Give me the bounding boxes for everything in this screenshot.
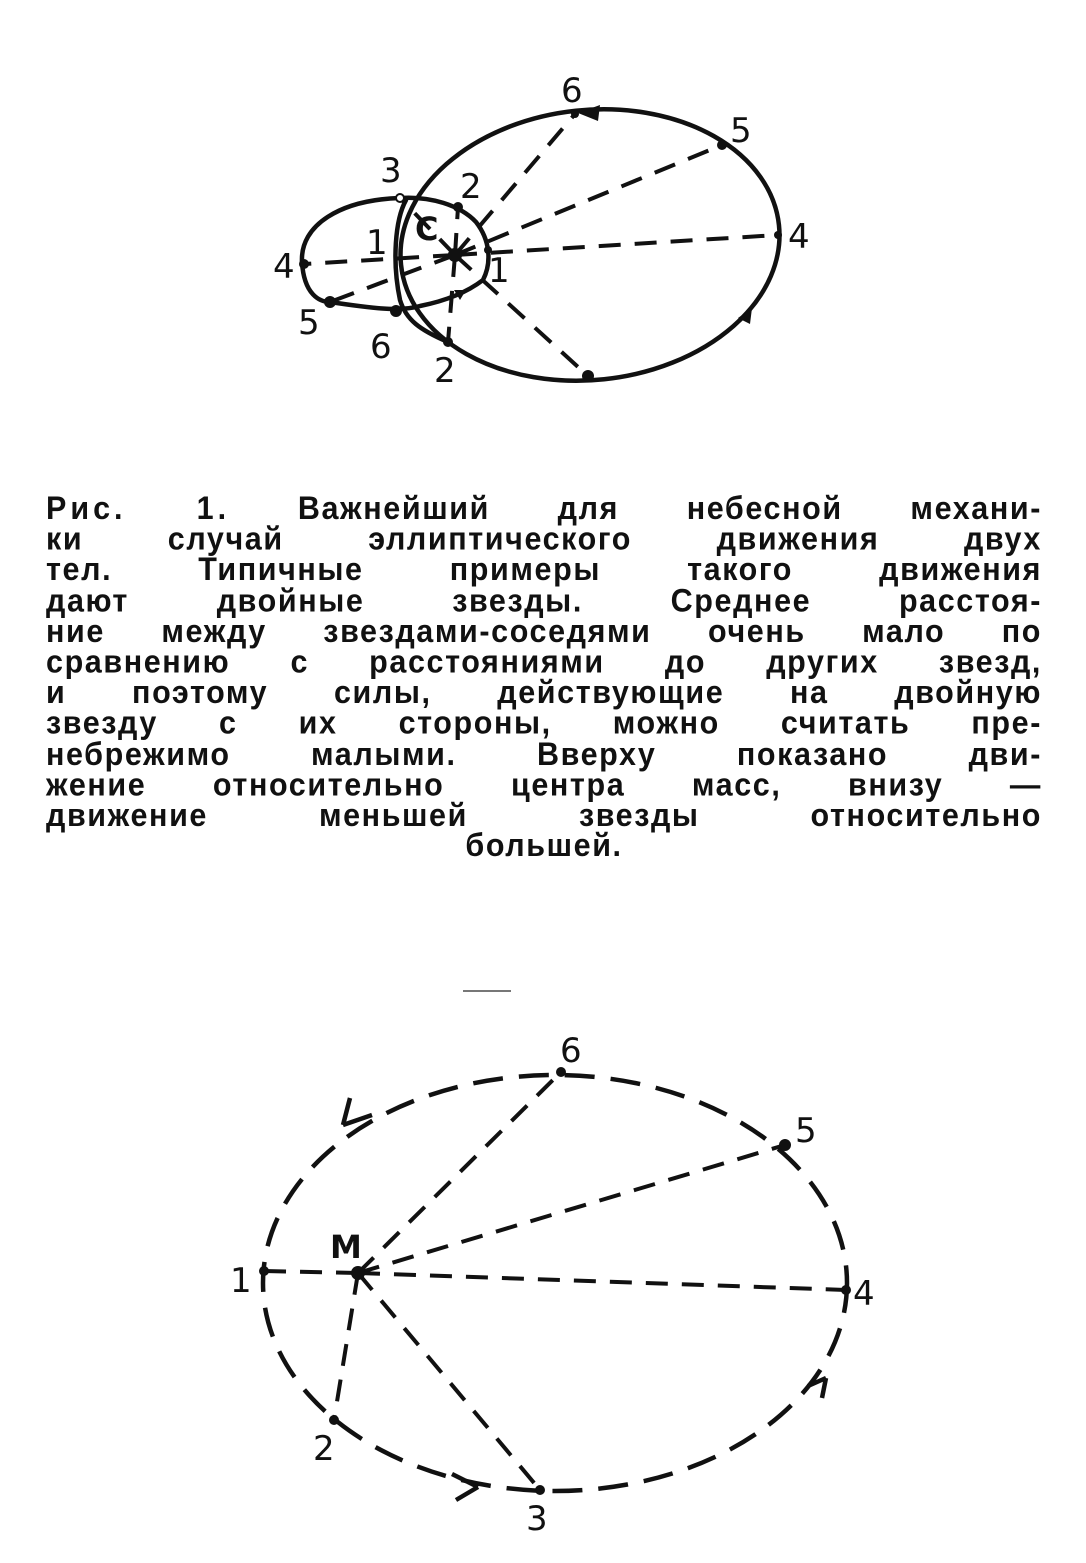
- label-small-2: 2: [460, 167, 482, 207]
- label-large-2: 2: [434, 351, 456, 391]
- label-6: 6: [560, 1031, 582, 1071]
- center-label-m: M: [330, 1228, 362, 1266]
- label-small-4: 4: [273, 247, 295, 287]
- label-large-5: 5: [730, 111, 752, 151]
- label-small-1: 1: [366, 223, 388, 263]
- caption-line: жение относительно центра масс, внизу —: [46, 766, 1042, 803]
- label-small-5: 5: [298, 303, 320, 343]
- caption-line: ки случай эллиптического движения двух: [46, 521, 1042, 558]
- caption-line: большей.: [465, 828, 623, 864]
- center-label-c: C: [415, 210, 439, 248]
- caption-line: дают двойные звезды. Среднее расстоя-: [46, 582, 1042, 619]
- caption-line: ние между звездами-соседями очень мало по: [46, 613, 1042, 650]
- label-2: 2: [313, 1429, 335, 1469]
- caption-line: звезду с их стороны, можно считать пре-: [46, 705, 1042, 742]
- label-1: 1: [230, 1261, 252, 1301]
- caption-line: тел. Типичные примеры такого движения: [46, 552, 1042, 588]
- arrow-icon: [452, 1474, 478, 1500]
- label-4: 4: [853, 1274, 875, 1314]
- caption-line: небрежимо малыми. Вверху показано дви-: [46, 736, 1042, 772]
- label-5: 5: [795, 1111, 817, 1151]
- caption-line: сравнению с расстояниями до других звезд,: [46, 644, 1042, 680]
- label-large-4: 4: [788, 217, 810, 257]
- label-large-6: 6: [561, 71, 583, 111]
- larger-star-dot: [351, 1266, 365, 1280]
- caption-line: и поэтому силы, действующие на двойную: [46, 674, 1042, 711]
- caption-line-1: Рис. 1. Важнейший для небесной механи-: [46, 490, 1042, 527]
- label-large-1: 1: [488, 251, 510, 291]
- relative-orbit: [263, 1075, 847, 1491]
- label-large-3: 3: [380, 151, 402, 191]
- label-small-6: 6: [370, 327, 392, 367]
- figure-number: Рис. 1.: [46, 490, 231, 527]
- label-3: 3: [526, 1499, 548, 1539]
- caption-line: движение меньшей звезды относительно: [46, 797, 1042, 834]
